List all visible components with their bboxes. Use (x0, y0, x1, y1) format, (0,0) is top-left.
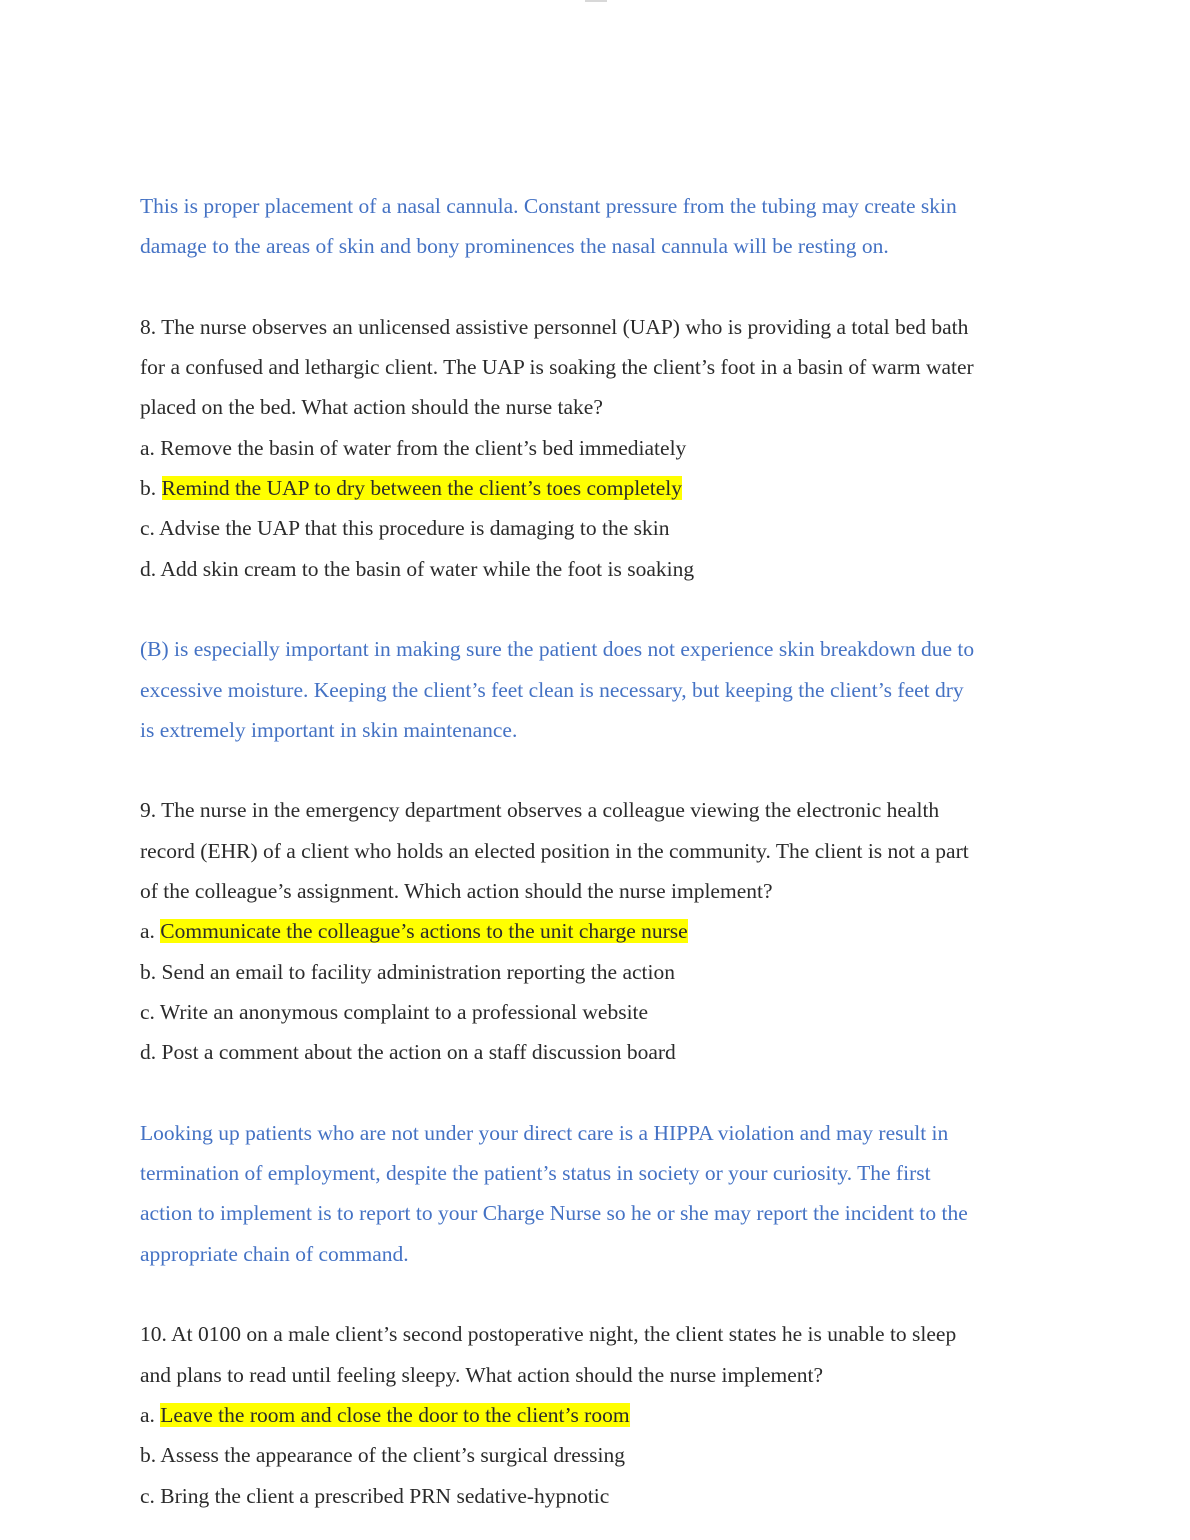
option-a-correct (140, 911, 1055, 951)
option-c (140, 508, 1055, 548)
option-prefix: b. (140, 959, 157, 984)
option-prefix: c. (140, 999, 155, 1024)
option-text: Bring the client a prescribed PRN sedative-hypnotic (160, 1483, 610, 1508)
option-d (140, 549, 1055, 589)
explanation-line: Looking up patients who are not under your direct care is a HIPPA violation and may result in (140, 1120, 949, 1145)
option-a-correct (140, 1395, 1055, 1435)
option-prefix: d. (140, 1040, 157, 1065)
option-text: Advise the UAP that this procedure is damaging to the skin (159, 516, 670, 541)
question-stem-line: of the colleague’s assignment. Which action should the nurse implement? (140, 879, 773, 904)
option-b (140, 1435, 1055, 1475)
option-d (140, 1032, 1055, 1072)
explanation-line: This is proper placement of a nasal cannula. Constant pressure from the tubing may create skin (140, 194, 957, 218)
question-stem-line: and plans to read until feeling sleepy. What action should the nurse implement? (140, 1362, 824, 1387)
option-text: Add skin cream to the basin of water while the foot is soaking (160, 556, 695, 581)
explanation-line: is extremely important in skin maintenance. (140, 717, 518, 742)
question-9 (140, 790, 1055, 1072)
highlighted-answer: Communicate the colleague’s actions to the unit charge nurse (160, 919, 688, 944)
explanation-9 (140, 1113, 1055, 1274)
question-stem-line: 9. The nurse in the emergency department observes a colleague viewing the electronic health (140, 798, 940, 823)
option-text: Write an anonymous complaint to a professional website (159, 999, 649, 1024)
spacer (140, 1274, 1055, 1314)
option-text: Send an email to facility administration reporting the action (161, 959, 675, 984)
explanation-line: damage to the areas of skin and bony prominences the nasal cannula will be resting on. (140, 234, 889, 259)
option-prefix: b. (140, 1443, 157, 1468)
option-text: Assess the appearance of the client’s surgical dressing (160, 1443, 626, 1468)
explanation-8 (140, 629, 1055, 750)
option-prefix: c. (140, 516, 155, 541)
explanation-line: (B) is especially important in making sure the patient does not experience skin breakdown due to (140, 637, 975, 662)
question-8 (140, 307, 1055, 589)
option-prefix: b. (140, 476, 157, 501)
spacer (140, 1073, 1055, 1113)
explanation-line: appropriate chain of command. (140, 1241, 409, 1266)
option-a (140, 428, 1055, 468)
question-stem-line: 10. At 0100 on a male client’s second postoperative night, the client states he is unable to sleep (140, 1322, 957, 1347)
option-b (140, 952, 1055, 992)
option-prefix: a. (140, 435, 155, 460)
question-stem-line: for a confused and lethargic client. The UAP is soaking the client’s foot in a basin of warm water (140, 355, 974, 380)
page-header-mark (585, 0, 607, 2)
option-text: Remove the basin of water from the client’s bed immediately (160, 435, 687, 460)
question-stem-line: placed on the bed. What action should the nurse take? (140, 395, 603, 420)
option-text: Post a comment about the action on a staff discussion board (161, 1040, 676, 1065)
spacer (140, 267, 1055, 307)
explanation-line: termination of employment, despite the patient’s status in society or your curiosity. The first (140, 1161, 931, 1186)
option-c (140, 992, 1055, 1032)
question-10 (140, 1314, 1055, 1515)
highlighted-answer: Remind the UAP to dry between the client’s toes completely (161, 476, 682, 501)
spacer (140, 750, 1055, 790)
explanation-7 (140, 186, 1055, 267)
option-prefix: a. (140, 1402, 155, 1427)
document-page (140, 186, 1055, 1516)
explanation-line: excessive moisture. Keeping the client’s feet clean is necessary, but keeping the client’s feet dry (140, 677, 964, 702)
option-c (140, 1476, 1055, 1516)
option-prefix: d. (140, 556, 157, 581)
highlighted-answer: Leave the room and close the door to the client’s room (160, 1402, 630, 1427)
option-prefix: c. (140, 1483, 155, 1508)
question-stem-line: record (EHR) of a client who holds an elected position in the community. The client is not a part (140, 838, 969, 863)
option-b-correct (140, 468, 1055, 508)
option-prefix: a. (140, 919, 155, 944)
spacer (140, 589, 1055, 629)
question-stem-line: 8. The nurse observes an unlicensed assistive personnel (UAP) who is providing a total bed bath (140, 314, 969, 339)
explanation-line: action to implement is to report to your Charge Nurse so he or she may report the incident to the (140, 1201, 968, 1226)
